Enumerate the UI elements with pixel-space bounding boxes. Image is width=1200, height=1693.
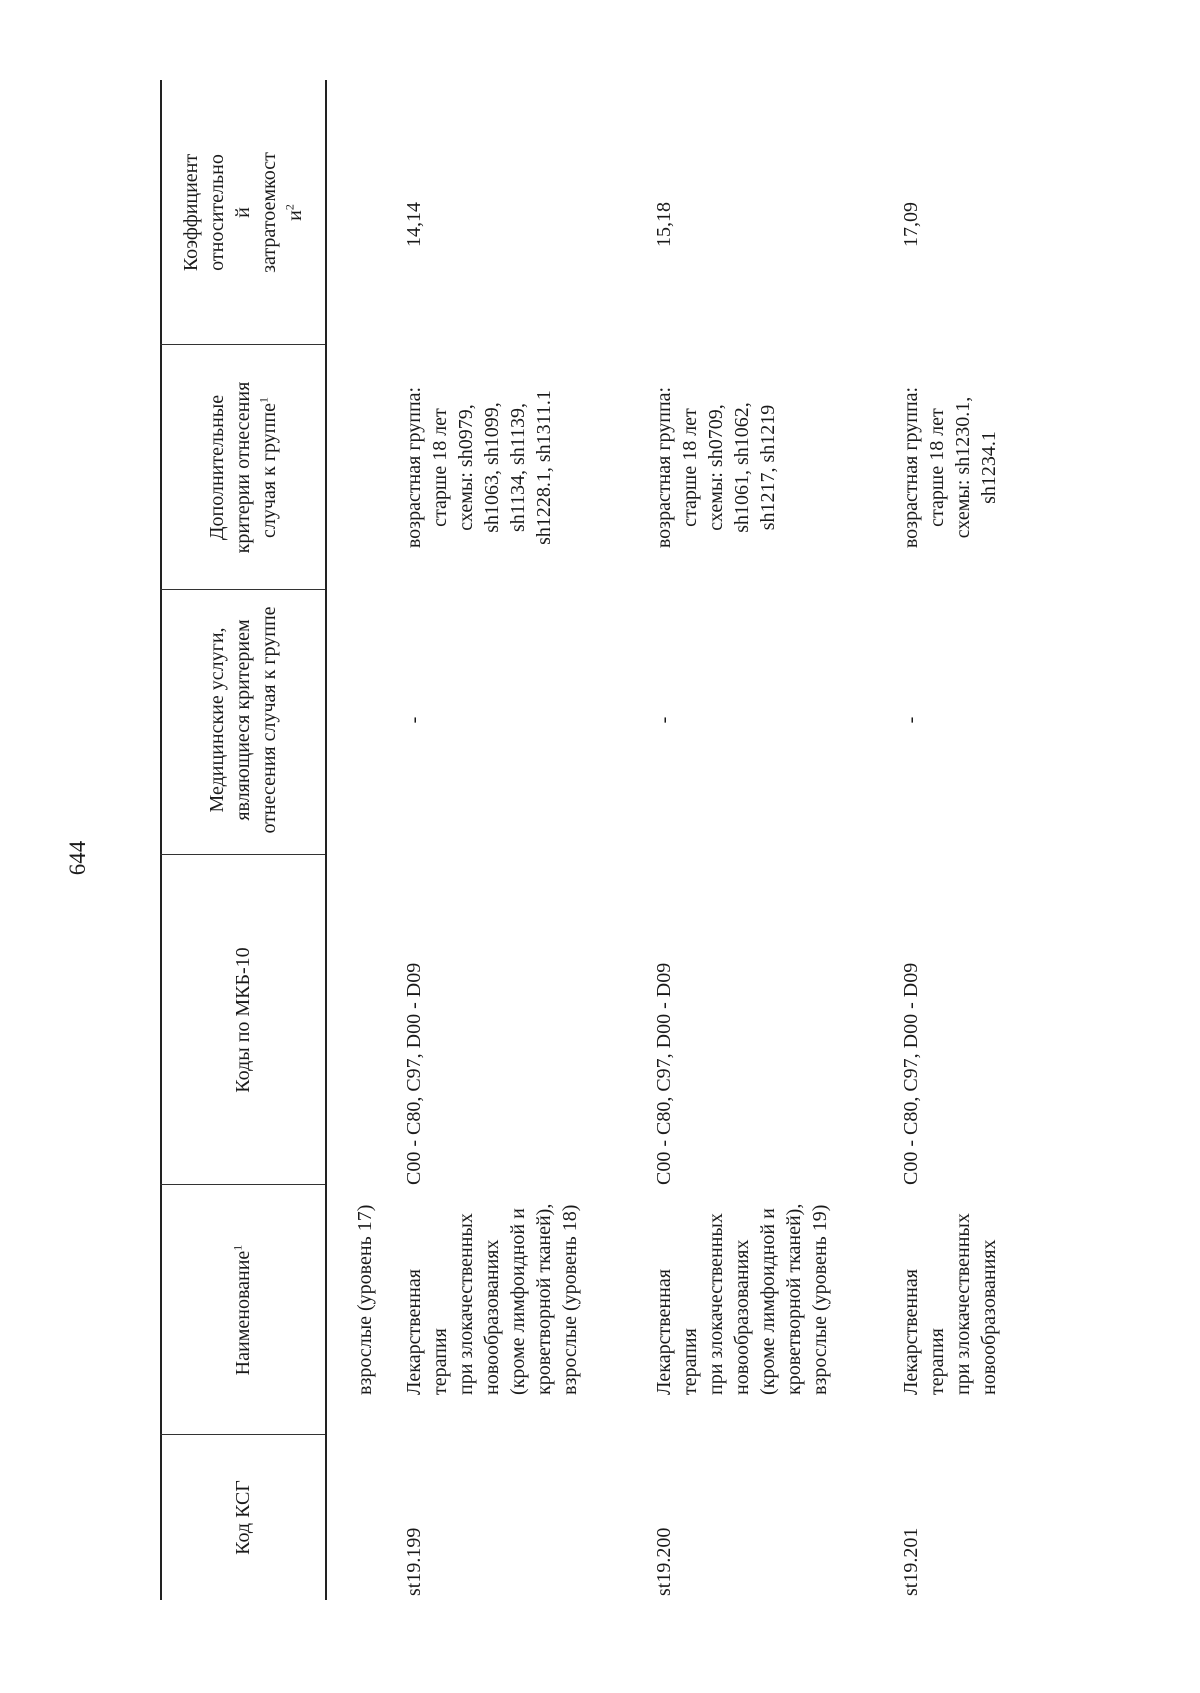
row-name-line: Лекарственная xyxy=(403,1269,425,1395)
row-name-line: терапия xyxy=(926,1328,948,1395)
header-criteria-footnote: 1 xyxy=(255,397,270,404)
row-criteria xyxy=(401,345,557,590)
row-criteria-line: sh1228.1, sh1311.1 xyxy=(533,390,555,545)
row-name-line: взрослые (уровень 18) xyxy=(559,1204,581,1395)
row-name xyxy=(898,1213,1002,1395)
row-name xyxy=(401,1204,583,1395)
row-services: - xyxy=(403,716,425,724)
table-header-rule xyxy=(325,80,327,1600)
header-services xyxy=(160,600,325,840)
row-name-line: новообразованиях xyxy=(731,1239,753,1395)
row-criteria-line: возрастная группа: xyxy=(900,386,922,549)
row-criteria-line: схемы: sh0979, xyxy=(455,404,477,531)
row-criteria-line: sh1234.1 xyxy=(978,431,1000,504)
row-services: - xyxy=(653,716,675,724)
row-name-line: взрослые (уровень 19) xyxy=(809,1204,831,1395)
row-criteria-line: схемы: sh0709, xyxy=(705,404,727,531)
row-services: - xyxy=(900,716,922,724)
row-criteria-line: старше 18 лет xyxy=(429,408,451,527)
header-icd-text: Коды по МКБ-10 xyxy=(231,947,254,1093)
row-criteria-line: sh1217, sh1219 xyxy=(757,404,779,531)
row-code: st19.201 xyxy=(900,1527,922,1596)
row-coef: 14,14 xyxy=(403,202,425,247)
continuation-text: взрослые (уровень 17) xyxy=(354,1204,376,1395)
row-criteria xyxy=(898,345,1002,590)
row-criteria xyxy=(651,345,781,590)
header-name-text: Наименование xyxy=(231,1250,254,1376)
header-name xyxy=(160,1185,325,1435)
header-code xyxy=(160,1435,325,1600)
header-coef-text: затратоемкост xyxy=(257,152,280,273)
header-name-footnote: 1 xyxy=(229,1244,244,1251)
row-criteria-line: старше 18 лет xyxy=(679,408,701,527)
row-name-line: терапия xyxy=(679,1328,701,1395)
row-name-line: при злокачественных xyxy=(705,1213,727,1395)
row-icd: C00 - C80, C97, D00 - D09 xyxy=(653,962,675,1185)
row-name-line: Лекарственная xyxy=(900,1269,922,1395)
row-name-line: Лекарственная xyxy=(653,1269,675,1395)
row-coef: 17,09 xyxy=(900,202,922,247)
row-name-line: новообразованиях xyxy=(481,1239,503,1395)
col-divider xyxy=(160,589,325,590)
row-criteria-line: возрастная группа: xyxy=(403,386,425,549)
header-coef xyxy=(160,80,325,345)
header-icd xyxy=(160,855,325,1185)
page-number: 644 xyxy=(65,840,90,876)
header-services-text: Медицинские услуги, являющиеся критерием отнесения случая к группе xyxy=(205,606,280,834)
header-criteria xyxy=(160,355,325,580)
header-coef-text: й xyxy=(231,207,254,218)
header-code-text: Код КСГ xyxy=(231,1480,254,1555)
row-name-line: кроветворной тканей), xyxy=(533,1203,555,1395)
row-name-line: кроветворной тканей), xyxy=(783,1203,805,1395)
row-criteria-line: sh1134, sh1139, xyxy=(507,402,529,533)
row-coef: 15,18 xyxy=(653,202,675,247)
row-icd: C00 - C80, C97, D00 - D09 xyxy=(900,962,922,1185)
row-criteria-line: возрастная группа: xyxy=(653,386,675,549)
row-icd: C00 - C80, C97, D00 - D09 xyxy=(403,962,425,1185)
header-coef-footnote: 2 xyxy=(281,204,296,211)
row-name-line: терапия xyxy=(429,1328,451,1395)
header-criteria-text: Дополнительные критерии отнесения случая к группе xyxy=(205,381,280,554)
header-coef-text: и xyxy=(283,210,306,221)
row-name-line: при злокачественных xyxy=(952,1213,974,1395)
rotated-table xyxy=(160,80,1180,1600)
row-name-line: (кроме лимфоидной и xyxy=(507,1208,529,1395)
header-coef-text: относительно xyxy=(205,154,228,271)
row-criteria-line: sh1061, sh1062, xyxy=(731,402,753,533)
row-criteria-line: sh1063, sh1099, xyxy=(481,402,503,533)
row-name-line: новообразованиях xyxy=(978,1239,1000,1395)
row-code: st19.200 xyxy=(653,1527,675,1596)
header-coef-text: Коэффициент xyxy=(179,153,202,272)
row-name-line: (кроме лимфоидной и xyxy=(757,1208,779,1395)
row-name-line: при злокачественных xyxy=(455,1213,477,1395)
row-code: st19.199 xyxy=(403,1527,425,1596)
row-criteria-line: схемы: sh1230.1, xyxy=(952,396,974,539)
row-name xyxy=(651,1204,833,1395)
row-criteria-line: старше 18 лет xyxy=(926,408,948,527)
